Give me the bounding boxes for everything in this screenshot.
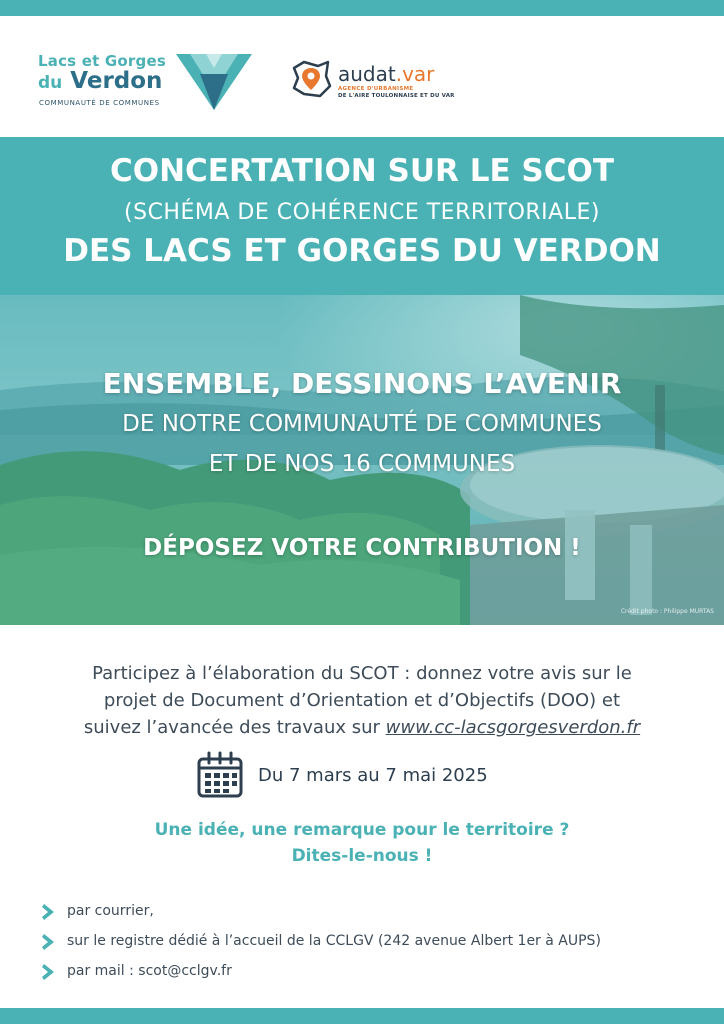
photo-credit: Crédit photo : Philippe MURTAS — [620, 608, 714, 615]
slogan-line-2: DE NOTRE COMMUNAUTÉ DE COMMUNES — [122, 411, 602, 437]
title-band — [0, 137, 724, 295]
calendar-icon — [196, 751, 244, 799]
title-line-1: CONCERTATION SUR LE SCOT — [109, 153, 614, 189]
top-color-strip — [0, 0, 724, 16]
audat-subtitle-1: AGENCE D'URBANISME — [338, 86, 414, 92]
call-to-action: DÉPOSEZ VOTRE CONTRIBUTION ! — [143, 535, 581, 561]
map-pin-icon — [290, 58, 332, 100]
bottom-color-strip — [0, 1008, 724, 1024]
audat-name-suffix: .var — [395, 62, 435, 86]
list-item — [42, 900, 702, 930]
list-item-text: sur le registre dédié à l’accueil de la CCLGV (242 avenue Albert 1er à AUPS) — [67, 933, 601, 949]
landscape-photo-band — [0, 295, 724, 625]
lgv-logo-subtitle: COMMUNAUTÉ DE COMMUNES — [39, 99, 160, 107]
v-logo-mark-icon — [176, 52, 252, 110]
title-line-3: DES LACS ET GORGES DU VERDON — [63, 233, 661, 269]
slogan-line-3: ET DE NOS 16 COMMUNES — [208, 451, 516, 477]
intro-line-3 — [40, 714, 684, 741]
lgv-logo — [38, 52, 258, 114]
lgv-logo-du: du — [38, 73, 63, 93]
slogan-line-1: ENSEMBLE, DESSINONS L’AVENIR — [102, 367, 622, 400]
audat-name — [338, 62, 434, 86]
list-item — [42, 930, 702, 960]
chevron-right-icon — [42, 933, 56, 951]
chevron-right-icon — [42, 903, 56, 921]
website-link[interactable]: www.cc-lacsgorgesverdon.fr — [385, 717, 641, 738]
consultation-dates: Du 7 mars au 7 mai 2025 — [258, 765, 488, 786]
question-line-2: Dites-le-nous ! — [291, 846, 433, 866]
question-line-1: Une idée, une remarque pour le territoire ? — [154, 820, 570, 840]
lgv-logo-line2 — [38, 68, 162, 94]
intro-line-1: Participez à l’élaboration du SCOT : donnez votre avis sur le — [92, 663, 632, 684]
contribution-methods-list — [42, 900, 702, 990]
list-item — [42, 960, 702, 990]
lgv-logo-line1: Lacs et Gorges — [38, 52, 166, 70]
intro-line-2: projet de Document d’Orientation et d’Objectifs (DOO) et — [103, 690, 621, 711]
audat-name-main: audat — [338, 62, 396, 86]
audat-subtitle-2: DE L'AIRE TOULONNAISE ET DU VAR — [338, 93, 455, 99]
list-item-text: par mail : scot@cclgv.fr — [67, 963, 232, 979]
intro-paragraph — [40, 660, 684, 741]
lgv-logo-verdon: Verdon — [70, 68, 163, 94]
intro-line-3-prefix: suivez l’avancée des travaux sur — [83, 717, 386, 738]
title-line-2: (SCHÉMA DE COHÉRENCE TERRITORIALE) — [124, 200, 600, 225]
list-item-text: par courrier, — [67, 903, 154, 919]
audat-logo — [290, 58, 460, 104]
chevron-right-icon — [42, 963, 56, 981]
